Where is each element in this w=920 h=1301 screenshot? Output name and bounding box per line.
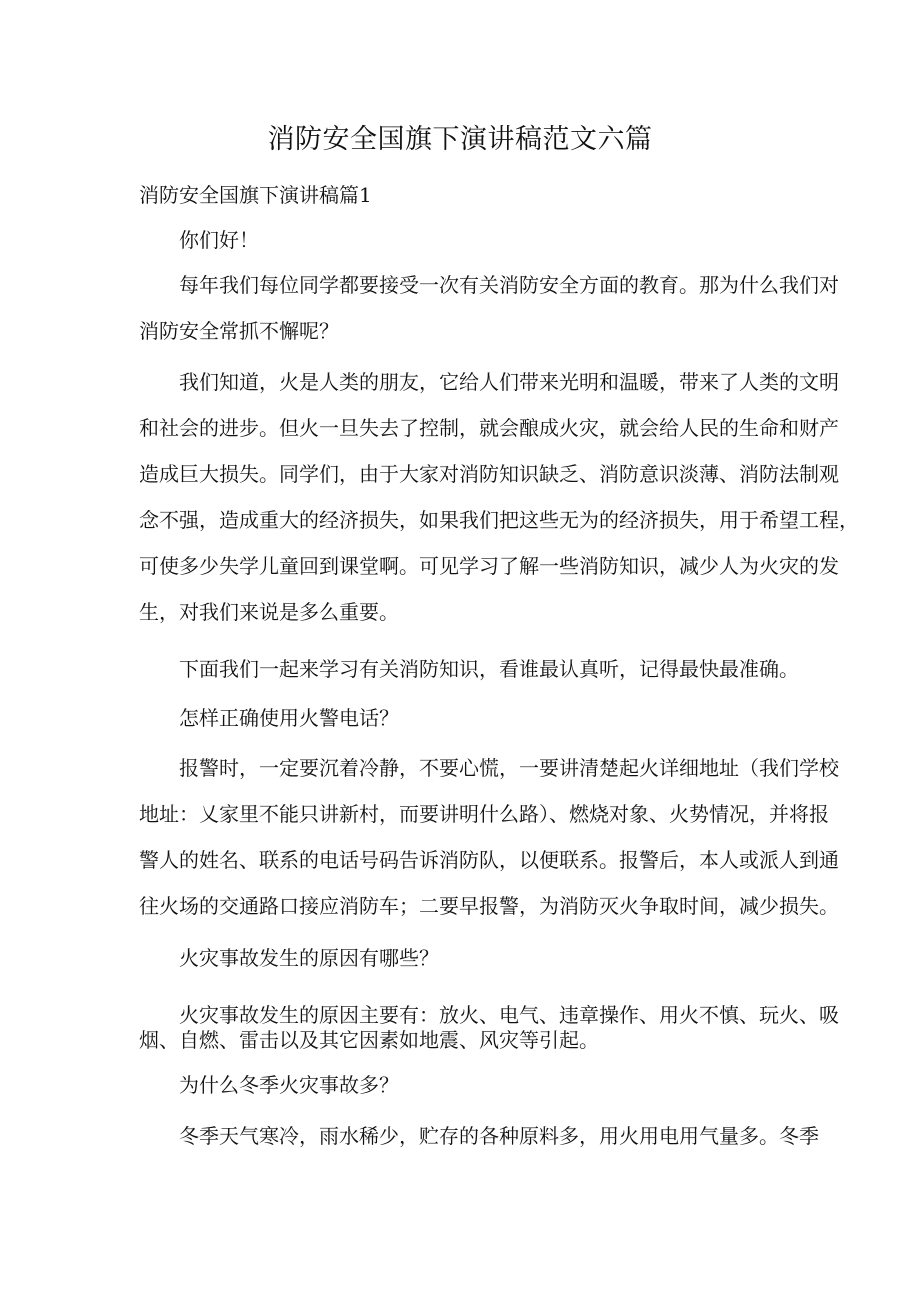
question-line: 为什么冬季火灾事故多？ [179, 1073, 399, 1097]
paragraph-line: 念不强，造成重大的经济损失，如果我们把这些无为的经济损失，用于希望工程， [139, 508, 859, 532]
paragraph-line: 冬季天气寒冷，雨水稀少，贮存的各种原料多，用火用电用气量多。冬季 [179, 1124, 819, 1148]
paragraph-line: 地址：乂家里不能只讲新村，而要讲明什么路）、燃烧对象、火势情况，并将报 [139, 802, 829, 826]
question-line: 怎样正确使用火警电话？ [179, 706, 399, 730]
paragraph-line: 生，对我们来说是多么重要。 [139, 600, 399, 624]
paragraph-line: 下面我们一起来学习有关消防知识，看谁最认真听，记得最快最准确。 [179, 657, 799, 681]
paragraph-line: 和社会的进步。但火一旦失去了控制，就会酿成火灾，就会给人民的生命和财产 [139, 416, 839, 440]
paragraph-line: 可使多少失学儿童回到课堂啊。可见学习了解一些消防知识，减少人为火灾的发 [139, 554, 839, 578]
paragraph-line: 烟、自燃、雷击以及其它因素如地震、风灾等引起。 [139, 1028, 599, 1052]
paragraph-line: 报警时，一定要沉着冷静，不要心慌，一要讲清楚起火详细地址（我们学校 [179, 756, 839, 780]
paragraph-line: 火灾事故发生的原因主要有：放火、电气、违章操作、用火不慎、玩火、吸 [179, 1003, 839, 1027]
paragraph-line: 每年我们每位同学都要接受一次有关消防安全方面的教育。那为什么我们对 [179, 273, 839, 297]
section-heading: 消防安全国旗下演讲稿篇1 [139, 183, 372, 207]
document-title: 消防安全国旗下演讲稿范文六篇 [267, 124, 653, 155]
paragraph-line: 造成巨大损失。同学们，由于大家对消防知识缺乏、消防意识淡薄、消防法制观 [139, 462, 839, 486]
paragraph-line: 往火场的交通路口接应消防车；二要早报警，为消防灭火争取时间，减少损失。 [139, 894, 839, 918]
greeting-line: 你们好！ [179, 228, 259, 252]
paragraph-line: 消防安全常抓不懈呢？ [139, 319, 339, 343]
paragraph-line: 警人的姓名、联系的电话号码告诉消防队，以便联系。报警后，本人或派人到通 [139, 848, 839, 872]
question-line: 火灾事故发生的原因有哪些？ [179, 946, 439, 970]
paragraph-line: 我们知道，火是人类的朋友，它给人们带来光明和温暖，带来了人类的文明 [179, 370, 839, 394]
